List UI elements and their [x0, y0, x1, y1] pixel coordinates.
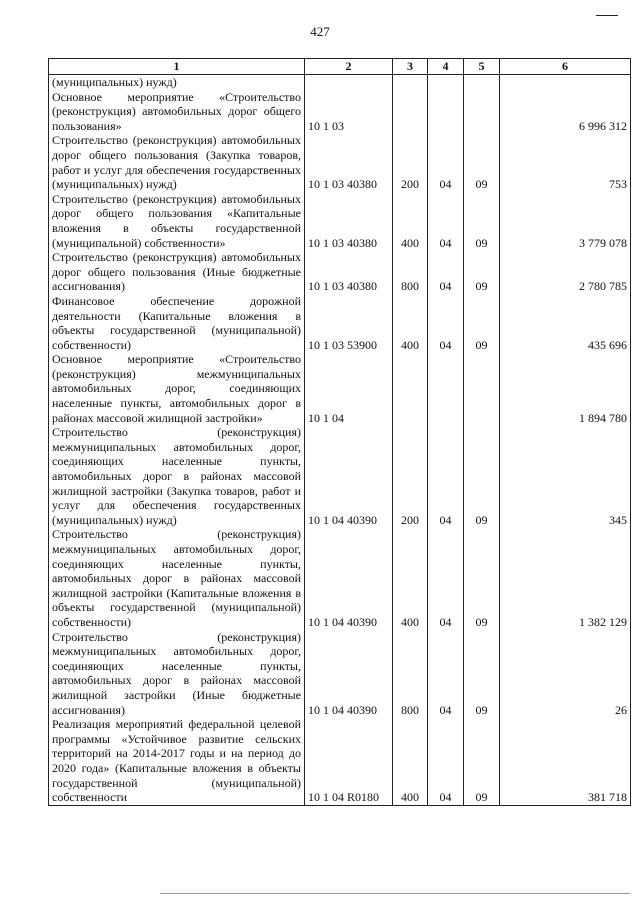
row-amount: 435 696 [500, 294, 631, 352]
table-row [49, 630, 631, 718]
header-col-4: 4 [428, 59, 464, 75]
row-amount: 3 779 078 [500, 192, 631, 250]
row-amount: 1 894 780 [500, 352, 631, 425]
row-code: 10 1 04 40390 [305, 527, 393, 629]
header-col-5: 5 [464, 59, 500, 75]
table-row [49, 192, 631, 250]
row-col-4 [428, 75, 464, 90]
row-col-4 [428, 90, 464, 134]
row-col-3: 400 [393, 294, 428, 352]
header-col-1: 1 [49, 59, 305, 75]
row-col-5: 09 [464, 630, 500, 718]
row-col-5: 09 [464, 717, 500, 805]
row-code: 10 1 04 R0180 [305, 717, 393, 805]
row-col-5: 09 [464, 425, 500, 527]
row-col-3: 200 [393, 133, 428, 191]
row-col-5 [464, 352, 500, 425]
row-amount: 1 382 129 [500, 527, 631, 629]
row-code: 10 1 04 40390 [305, 630, 393, 718]
row-code: 10 1 03 40380 [305, 133, 393, 191]
row-col-4: 04 [428, 192, 464, 250]
row-col-4: 04 [428, 630, 464, 718]
row-col-3: 400 [393, 717, 428, 805]
row-description: Строительство (реконструкция) автомобильных дорог общего пользования (Иные бюджетные ассигнования) [49, 250, 305, 294]
row-col-4: 04 [428, 527, 464, 629]
row-col-4 [428, 352, 464, 425]
page-number: 427 [310, 24, 330, 39]
row-col-3 [393, 75, 428, 90]
row-code: 10 1 04 40390 [305, 425, 393, 527]
table-row [49, 352, 631, 425]
row-col-5: 09 [464, 192, 500, 250]
row-amount: 381 718 [500, 717, 631, 805]
row-col-3: 200 [393, 425, 428, 527]
row-description: Строительство (реконструкция) межмуниципальных автомобильных дорог, соединяющих населенные пункты, автомобильных дорог в районах массовой жилищной застройки (Капитальные вложения в объекты государственной (муниципальной) собственности) [49, 527, 305, 629]
table-row [49, 75, 631, 90]
row-code: 10 1 04 [305, 352, 393, 425]
row-code: 10 1 03 53900 [305, 294, 393, 352]
row-description: Финансовое обеспечение дорожной деятельности (Капитальные вложения в объекты государственной (муниципальной) собственности) [49, 294, 305, 352]
header-row [49, 59, 631, 75]
header-col-3: 3 [393, 59, 428, 75]
row-code: 10 1 03 [305, 90, 393, 134]
row-col-5 [464, 75, 500, 90]
row-amount [500, 75, 631, 90]
row-col-3 [393, 352, 428, 425]
row-description: (муниципальных) нужд) [49, 75, 305, 90]
row-amount: 6 996 312 [500, 90, 631, 134]
row-description: Строительство (реконструкция) межмуниципальных автомобильных дорог, соединяющих населенные пункты, автомобильных дорог в районах массовой жилищной застройки (Закупка товаров, работ и услуг для обеспечения государственных (муниципальных) нужд) [49, 425, 305, 527]
row-code [305, 75, 393, 90]
table-row [49, 425, 631, 527]
row-col-5: 09 [464, 250, 500, 294]
row-amount: 26 [500, 630, 631, 718]
row-col-4: 04 [428, 717, 464, 805]
table-row [49, 90, 631, 134]
table-row [49, 133, 631, 191]
row-description: Строительство (реконструкция) автомобильных дорог общего пользования (Закупка товаров, работ и услуг для обеспечения государственных (муниципальных) нужд) [49, 133, 305, 191]
row-description: Строительство (реконструкция) межмуниципальных автомобильных дорог, соединяющих населенные пункты, автомобильных дорог в районах массовой жилищной застройки (Иные бюджетные ассигнования) [49, 630, 305, 718]
row-description: Строительство (реконструкция) автомобильных дорог общего пользования «Капитальные вложения в объекты государственной (муниципальной) собственности» [49, 192, 305, 250]
row-amount: 753 [500, 133, 631, 191]
row-description: Основное мероприятие «Строительство (реконструкция) автомобильных дорог общего пользования» [49, 90, 305, 134]
header-col-6: 6 [500, 59, 631, 75]
table-row [49, 717, 631, 805]
row-col-5 [464, 90, 500, 134]
row-col-3: 400 [393, 527, 428, 629]
budget-table [48, 58, 631, 806]
row-description: Реализация мероприятий федеральной целевой программы «Устойчивое развитие сельских территорий на 2014-2017 годы и на период до 2020 года» (Капитальные вложения в объекты государственной (муниципальной) собственности [49, 717, 305, 805]
row-col-4: 04 [428, 133, 464, 191]
row-amount: 2 780 785 [500, 250, 631, 294]
row-amount: 345 [500, 425, 631, 527]
row-col-5: 09 [464, 133, 500, 191]
row-col-3: 800 [393, 250, 428, 294]
table-row [49, 250, 631, 294]
row-code: 10 1 03 40380 [305, 192, 393, 250]
table-row [49, 294, 631, 352]
bottom-rule [160, 893, 630, 894]
header-col-2: 2 [305, 59, 393, 75]
row-col-4: 04 [428, 294, 464, 352]
row-col-3: 800 [393, 630, 428, 718]
top-dash-mark [596, 15, 618, 16]
row-description: Основное мероприятие «Строительство (реконструкция) межмуниципальных автомобильных дорог, соединяющих населенные пункты, автомобильных дорог в районах массовой жилищной застройки» [49, 352, 305, 425]
row-col-3: 400 [393, 192, 428, 250]
row-col-4: 04 [428, 425, 464, 527]
row-col-3 [393, 90, 428, 134]
row-col-4: 04 [428, 250, 464, 294]
row-col-5: 09 [464, 527, 500, 629]
row-code: 10 1 03 40380 [305, 250, 393, 294]
row-col-5: 09 [464, 294, 500, 352]
table-row [49, 527, 631, 629]
